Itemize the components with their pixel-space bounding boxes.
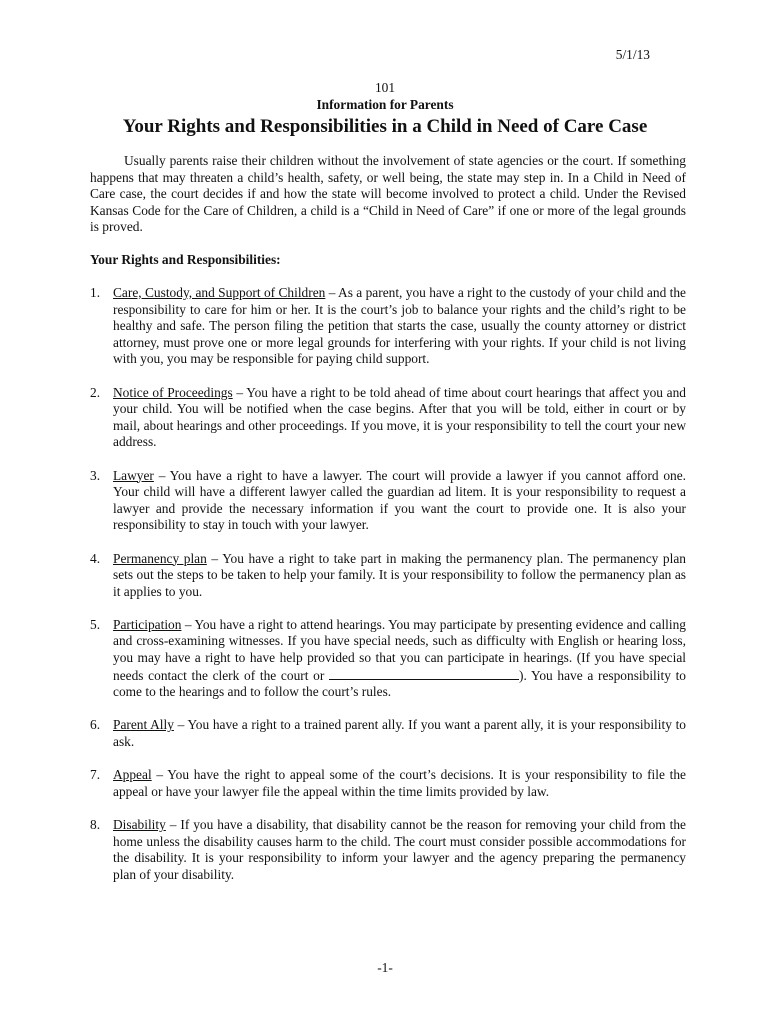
- item-term: Appeal: [113, 767, 152, 783]
- list-item: [90, 717, 686, 750]
- rights-list: [90, 285, 686, 900]
- item-text: – You have a right to attend hearings. You may participate by presenting evidence and calling and cross-examining witnesses. If you have special needs, such as difficulty with English or hearing loss, you may have a right to have help provided so that you can participate in hearings. (If you have special needs contact the clerk of the court or: [113, 616, 686, 683]
- item-number: 1.: [90, 285, 101, 300]
- item-text: – You have a right to have a lawyer. The court will provide a lawyer if you cannot afford one. Your child will have a different lawyer called the guardian ad litem. It is your responsibility to request a lawyer and provide the necessary information if you want the court to provide one. It is also your responsibility to stay in touch with your lawyer.: [113, 467, 686, 533]
- list-item: [90, 767, 686, 800]
- document-title: Your Rights and Responsibilities in a Child in Need of Care Case: [122, 116, 648, 137]
- item-number: 3.: [90, 467, 101, 483]
- section-heading: Your Rights and Responsibilities:: [90, 252, 281, 267]
- intro-paragraph: Usually parents raise their children without the involvement of state agencies or the court. If something happens that may threaten a child’s health, safety, or well being, the state may step in. In a Child in Need of Care case, the court decides if and how the state will become involved to protect a child. Under the Revised Kansas Code for the Care of Children, a child is a “Child in Need of Care” if one or more of the legal grounds is proved.: [90, 153, 686, 235]
- list-item: [90, 617, 686, 701]
- item-number: 7.: [90, 767, 101, 783]
- list-item: [90, 817, 686, 883]
- item-term: Care, Custody, and Support of Children: [113, 285, 326, 300]
- form-number: 101: [374, 80, 396, 95]
- clerk-contact-blank[interactable]: [329, 667, 519, 680]
- item-text: – You have the right to appeal some of the court’s decisions. It is your responsibility to file the appeal or have your lawyer file the appeal within the time limits provided by law.: [113, 767, 686, 799]
- list-item: [90, 468, 686, 534]
- list-item: [90, 551, 686, 601]
- item-number: 2.: [90, 384, 101, 400]
- item-term: Permanency plan: [113, 550, 207, 566]
- item-term: Notice of Proceedings: [113, 384, 233, 400]
- item-text: – You have a right to take part in making the permanency plan. The permanency plan sets out the steps to be taken to help your family. It is your responsibility to follow the permanency plan as it applies to you.: [113, 550, 686, 599]
- page-number: -1-: [377, 960, 393, 975]
- list-item: [90, 285, 686, 368]
- item-term: Lawyer: [113, 467, 154, 483]
- item-number: 4.: [90, 550, 101, 566]
- item-number: 8.: [90, 817, 101, 832]
- item-number: 5.: [90, 616, 101, 632]
- item-text: – As a parent, you have a right to the custody of your child and the responsibility to care for him or her. It is the court’s job to balance your rights and the child’s right to be healthy and safe. The person filing the petition that starts the case, usually the county attorney or district attorney, must prove one or more legal grounds for interfering with your rights. If your child is not living with you, you may be responsible for paying child support.: [113, 285, 686, 367]
- item-number: 6.: [90, 717, 101, 733]
- document-date: 5/1/13: [615, 47, 650, 62]
- item-term: Parent Ally: [113, 717, 174, 733]
- item-text: – If you have a disability, that disability cannot be the reason for removing your child from the home unless the disability causes harm to the child. The court must consider possible accommodations for the disability. It is your responsibility to inform your lawyer and the agency preparing the permanency plan of your disability.: [113, 817, 686, 882]
- item-text: – You have a right to be told ahead of time about court hearings that affect you and your child. You will be notified when the case begins. After that you will be told, either in court or by mail, about hearings and other proceedings. If you move, it is your responsibility to tell the court your new address.: [113, 384, 686, 450]
- item-term: Disability: [113, 817, 166, 832]
- item-term: Participation: [113, 616, 182, 632]
- list-item: [90, 385, 686, 451]
- item-text: – You have a right to a trained parent ally. If you want a parent ally, it is your responsibility to ask.: [113, 717, 686, 750]
- document-subtitle: Information for Parents: [316, 97, 454, 112]
- item-text-after: ). You have a responsibility to come to the hearings and to follow the court’s rules.: [113, 667, 687, 700]
